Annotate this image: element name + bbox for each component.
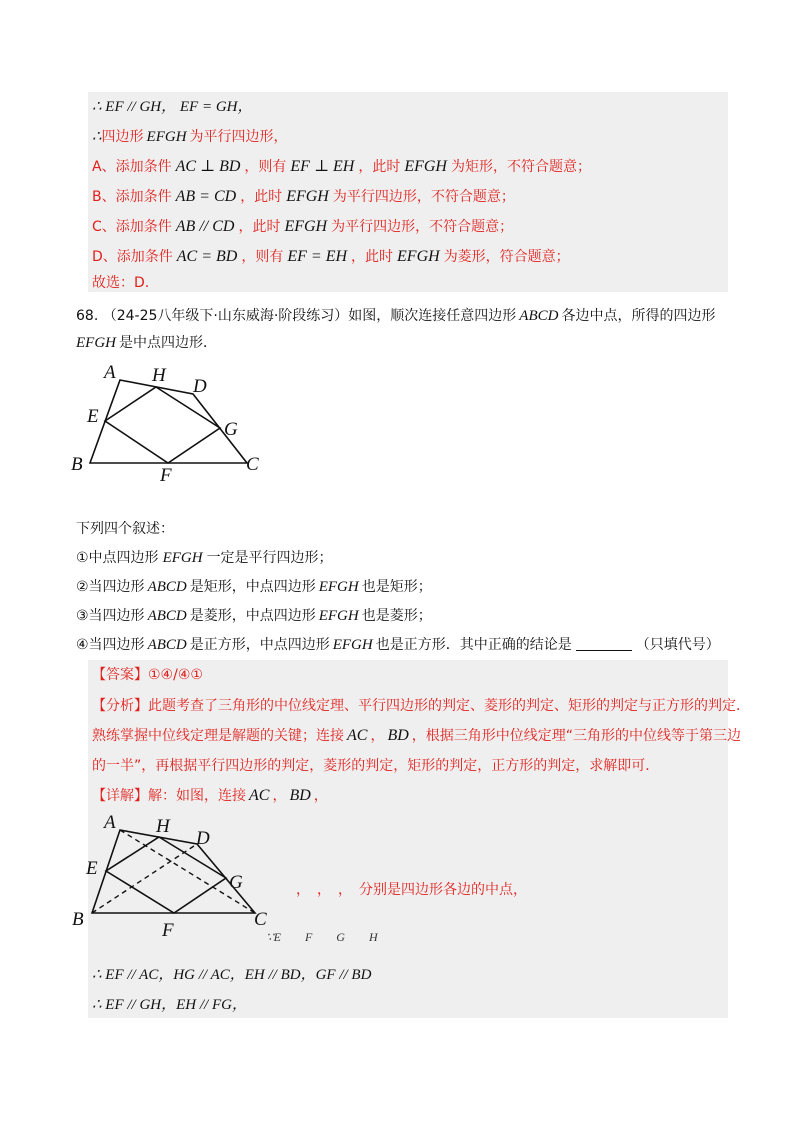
answer-value: ①④/④① [148,667,203,683]
label2-A: A [104,812,116,833]
analysis-line-1: 【分析】此题考查了三角形的中位线定理、平行四边形的判定、菱形的判定、矩形的判定与正方形的判定． [92,698,750,714]
label2-E: E [86,858,98,879]
figure-with-diagonals [70,810,285,940]
statements-intro: 下列四个叙述： [76,521,174,537]
statement-4: ④当四边形 ABCD 是正方形，中点四边形 EFGH 也是正方形．其中正确的结论是 （只填代号） [76,637,720,653]
label2-H: H [156,816,170,837]
label-F: F [160,465,172,486]
statement-3: ③当四边形 ABCD 是菱形，中点四边形 EFGH 也是菱形； [76,608,432,624]
label2-F: F [162,920,174,940]
label2-D: D [196,828,210,849]
figure-quadrilateral [60,360,280,490]
parallel-line-1: ∴ EF // AC，HG // AC，EH // BD，GF // BD [92,967,372,983]
label2-G: G [229,872,243,893]
since-line: ∵E F G H [266,930,378,944]
question-line-1: 68. （24-25八年级下·山东威海·阶段练习）如图，顺次连接任意四边形 ABCD 各边中点，所得的四边形 [76,308,716,324]
label-H: H [152,365,166,386]
line-ef-parallel-gh: ∴ EF // GH， EF = GH， [92,99,253,115]
option-c: C、添加条件 AB // CD ，此时 EFGH 为平行四边形，不符合题意； [92,218,514,235]
label2-C: C [254,909,267,930]
midpoints-line: ， ， ， 分别是四边形各边的中点， [296,882,527,898]
label-B: B [71,454,83,475]
parallel-line-2: ∴ EF // GH，EH // FG， [92,997,247,1013]
option-d: D、添加条件 AC = BD ，则有 EF = EH ，此时 EFGH 为菱形，符合题意； [92,248,570,265]
analysis-line-3: 的一半”，再根据平行四边形的判定，菱形的判定，矩形的判定，正方形的判定，求解即可． [92,758,660,774]
detail-line: 【详解】解：如图，连接 AC ， BD ， [92,787,328,804]
answer-blank [576,636,632,651]
question-line-2: EFGH 是中点四边形． [76,335,217,351]
label2-B: B [72,909,84,930]
label-G: G [224,419,238,440]
label-A: A [104,362,116,383]
label-C: C [246,454,259,475]
label-D: D [193,376,207,397]
label-E: E [87,406,99,427]
line-parallelogram: ∴四边形 EFGH 为平行四边形， [92,129,288,145]
analysis-line-2: 熟练掌握中位线定理是解题的关键；连接 AC ， BD ，根据三角形中位线定理“三角形的中位线等于第三边 [92,727,742,744]
statement-1: ①中点四边形 EFGH 一定是平行四边形； [76,550,333,566]
statement-2: ②当四边形 ABCD 是矩形，中点四边形 EFGH 也是矩形； [76,579,432,595]
conclusion: 故选：D. [92,275,150,291]
option-a: A、添加条件 AC ⊥ BD ，则有 EF ⊥ EH ，此时 EFGH 为矩形，不符合题意； [92,158,591,175]
option-b: B、添加条件 AB = CD ，此时 EFGH 为平行四边形，不符合题意； [92,188,515,205]
answer-tag: 【答案】 [92,667,148,683]
answer-line [92,665,203,685]
